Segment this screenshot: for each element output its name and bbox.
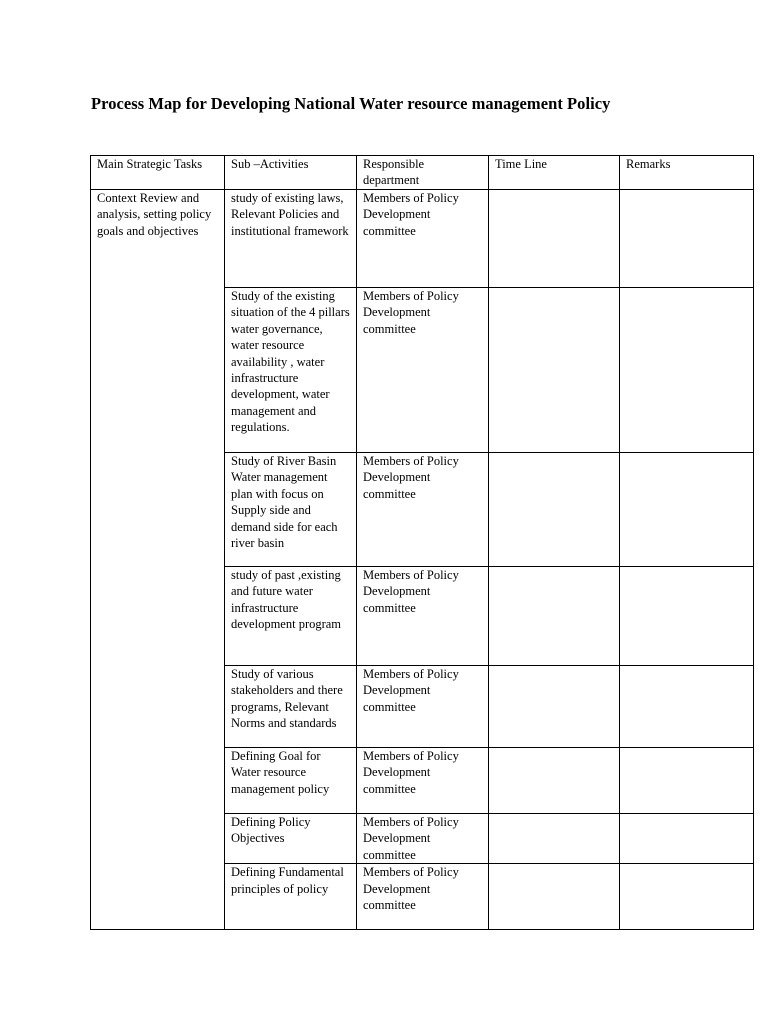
remarks-cell [620, 748, 754, 814]
responsible-text: Members of Policy Development committee [363, 865, 459, 913]
sub-activity-cell [225, 288, 357, 453]
time-line-cell [489, 567, 620, 666]
remarks-cell [620, 814, 754, 864]
header-sub-activities: Sub –Activities [225, 156, 357, 190]
remarks-cell [620, 190, 754, 288]
responsible-text: Members of Policy Development committee [363, 667, 459, 714]
sub-activity-cell [225, 864, 357, 930]
remarks-cell [620, 288, 754, 453]
sub-activity-text: Study of various stakeholders and there programs, Relevant Norms and standards [231, 667, 343, 731]
responsible-cell [357, 864, 489, 930]
sub-activity-cell [225, 814, 357, 864]
responsible-text: Members of Policy Development committee [363, 454, 459, 501]
sub-activity-text: Study of the existing situation of the 4 pillars water governance, water resource availability , water infrastructure development, water management and regulations. [231, 289, 350, 435]
responsible-cell [357, 288, 489, 453]
header-main-strategic-tasks: Main Strategic Tasks [91, 156, 225, 190]
sub-activity-text: Study of River Basin Water management plan with focus on Supply side and demand side for each river basin [231, 454, 338, 551]
sub-activity-cell [225, 567, 357, 666]
responsible-text: Members of Policy Development committee [363, 568, 459, 615]
remarks-cell [620, 666, 754, 748]
time-line-cell [489, 748, 620, 814]
process-map-table [90, 155, 754, 930]
time-line-cell [489, 864, 620, 930]
sub-activity-text: Defining Policy Objectives [231, 815, 311, 846]
table-row [91, 190, 754, 288]
header-remarks: Remarks [620, 156, 754, 190]
remarks-cell [620, 567, 754, 666]
time-line-cell [489, 666, 620, 748]
time-line-cell [489, 453, 620, 567]
sub-activity-text: study of existing laws, Relevant Policies and institutional framework [231, 191, 349, 238]
sub-activity-cell [225, 666, 357, 748]
responsible-text: Members of Policy Development committee [363, 289, 459, 336]
sub-activity-text: study of past ,existing and future water infrastructure development program [231, 568, 342, 632]
sub-activity-cell [225, 190, 357, 288]
header-responsible-department: Responsible department [357, 156, 489, 190]
remarks-cell [620, 864, 754, 930]
responsible-text: Members of Policy Development committee [363, 191, 459, 238]
responsible-cell [357, 814, 489, 864]
sub-activity-cell [225, 748, 357, 814]
responsible-cell [357, 453, 489, 567]
document-title: Process Map for Developing National Water resource management Policy [91, 94, 611, 113]
header-time-line: Time Line [489, 156, 620, 190]
sub-activity-cell [225, 453, 357, 567]
responsible-text: Members of Policy Development committee [363, 749, 459, 796]
responsible-cell [357, 190, 489, 288]
responsible-cell [357, 567, 489, 666]
sub-activity-text: Defining Fundamental principles of policy [231, 865, 344, 896]
time-line-cell [489, 288, 620, 453]
main-task-cell [91, 190, 225, 930]
main-task-text: Context Review and analysis, setting policy goals and objectives [97, 191, 212, 238]
time-line-cell [489, 190, 620, 288]
time-line-cell [489, 814, 620, 864]
responsible-cell [357, 748, 489, 814]
responsible-text: Members of Policy Development committee [363, 815, 459, 862]
table-header-row [91, 156, 754, 190]
remarks-cell [620, 453, 754, 567]
responsible-cell [357, 666, 489, 748]
sub-activity-text: Defining Goal for Water resource management policy [231, 749, 330, 796]
